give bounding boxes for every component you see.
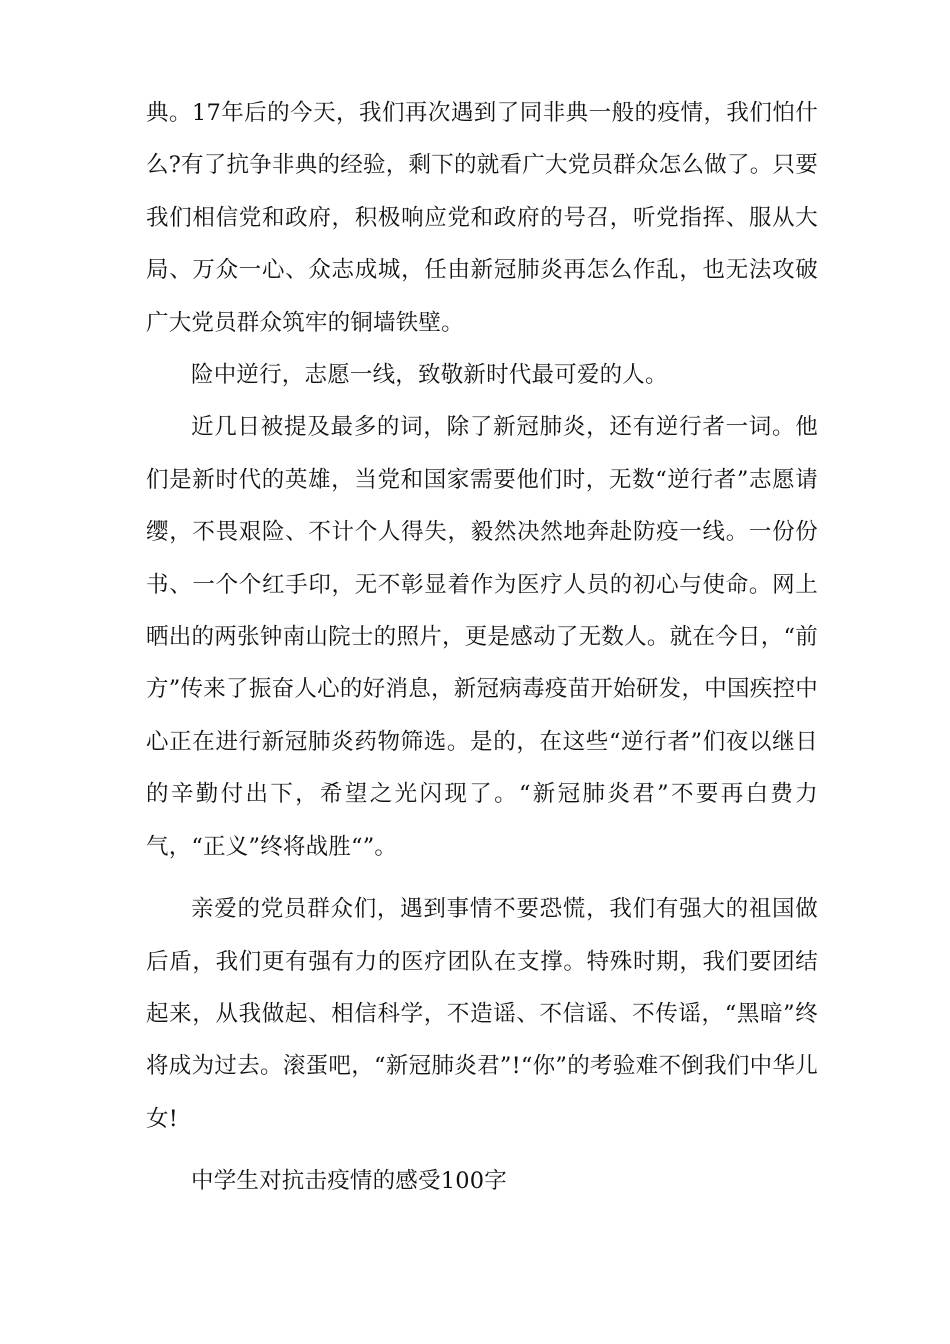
paragraph-continuation: 典。17年后的今天，我们再次遇到了同非典一般的疫情，我们怕什么?有了抗争非典的经验，剩下的就看广大党员群众怎么做了。只要我们相信党和政府，积极响应党和政府的号召，听党指挥、服从大局、万众一心、众志成城，任由新冠肺炎再怎么作乱，也无法攻破广大党员群众筑牢的铜墙铁壁。 — [146, 100, 818, 336]
paragraph-retrograde-heroes: 近几日被提及最多的词，除了新冠肺炎，还有逆行者一词。他们是新时代的英雄，当党和国家需要他们时，无数“逆行者”志愿请缨，不畏艰险、不计个人得失，毅然决然地奔赴防疫一线。一份份书、一个个红手印，无不彰显着作为医疗人员的初心与使命。网上晒出的两张钟南山院士的照片，更是感动了无数人。就在今日，“前方”传来了振奋人心的好消息，新冠病毒疫苗开始研发，中国疾控中心正在进行新冠肺炎药物筛选。是的，在这些“逆行者”们夜以继日的辛勤付出下，希望之光闪现了。“新冠肺炎君”不要再白费力气，“正义”终将战胜“”。 — [146, 414, 818, 860]
section-title: 中学生对抗击疫情的感受100字 — [191, 1168, 507, 1195]
paragraph-dear-members: 亲爱的党员群众们，遇到事情不要恐慌，我们有强大的祖国做后盾，我们更有强有力的医疗团队在支撑。特殊时期，我们要团结起来，从我做起、相信科学，不造谣、不信谣、不传谣，“黑暗”终将成为过去。滚蛋吧，“新冠肺炎君”!“你”的考验难不倒我们中华儿女! — [146, 896, 818, 1132]
document-body — [146, 87, 818, 1208]
paragraph-heading-volunteers: 险中逆行，志愿一线，致敬新时代最可爱的人。 — [191, 362, 668, 389]
